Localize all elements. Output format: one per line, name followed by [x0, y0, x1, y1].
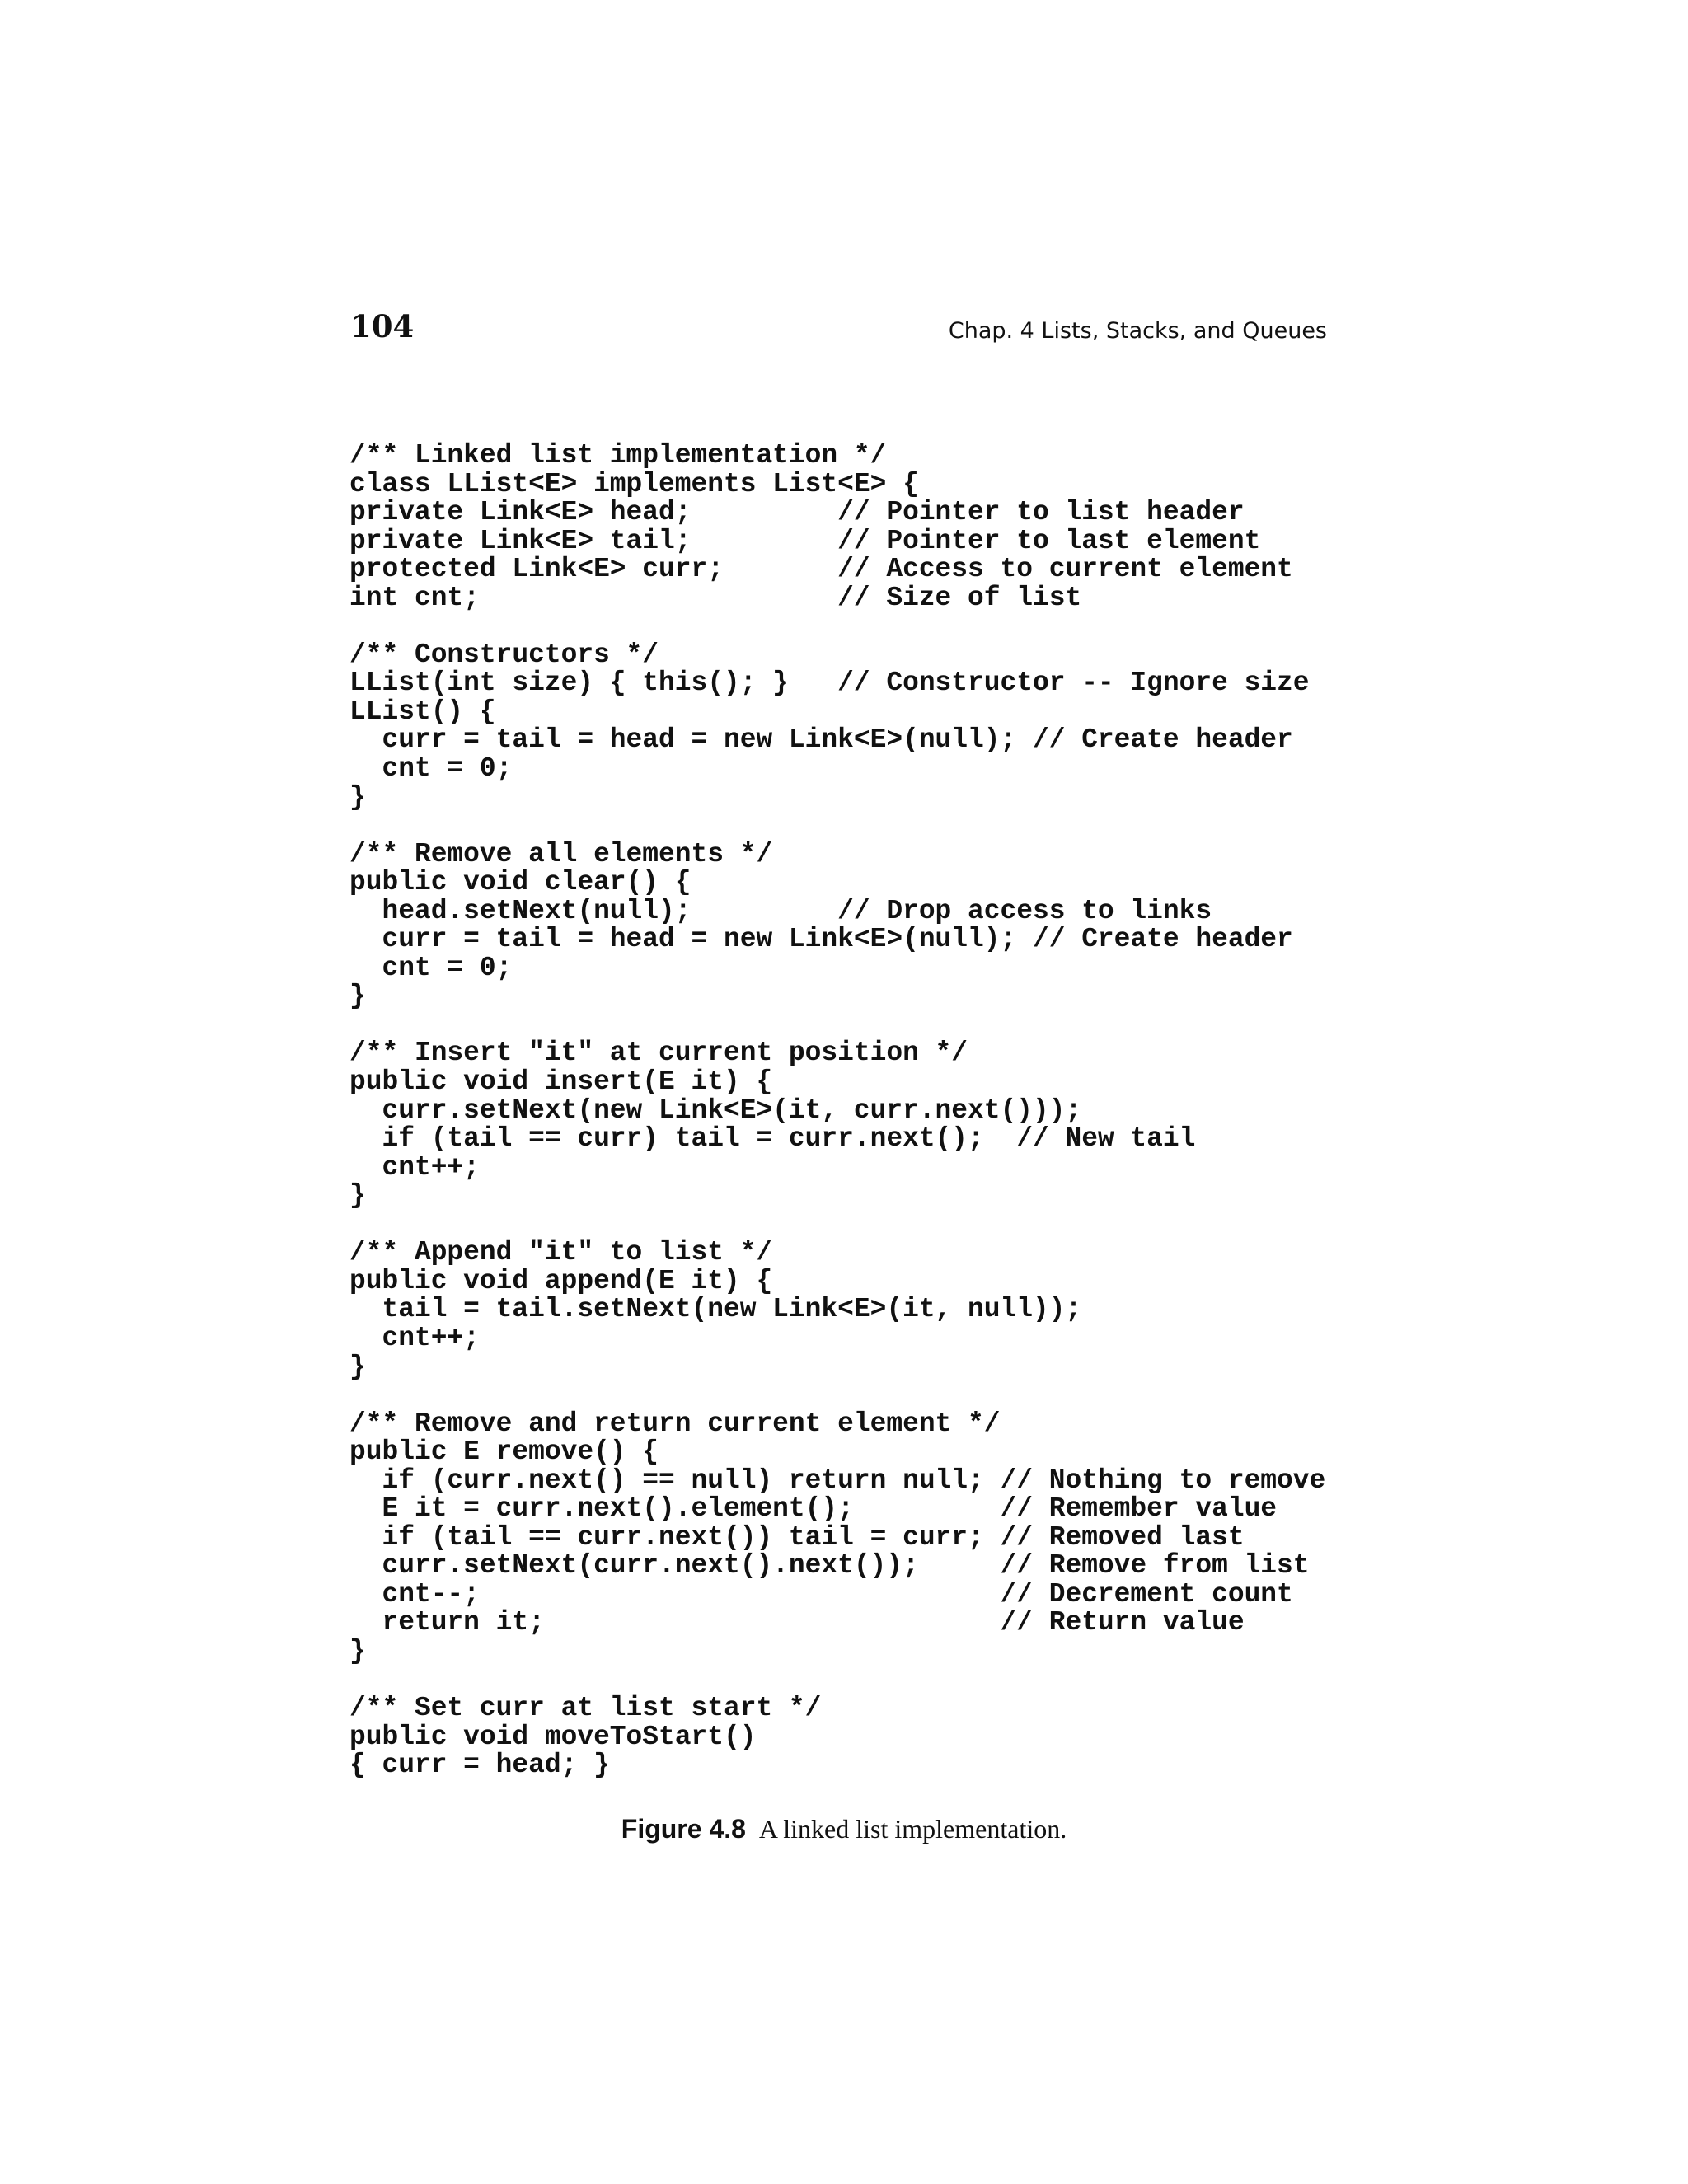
code-line: /** Linked list implementation */ — [349, 440, 887, 471]
code-line: cnt = 0; — [349, 952, 513, 983]
code-line: } — [349, 1635, 366, 1666]
code-line: protected Link<E> curr; // Access to current element — [349, 554, 1293, 585]
code-line: /** Append "it" to list */ — [349, 1237, 773, 1268]
code-line — [349, 1666, 1325, 1695]
code-line: LList() { — [349, 696, 496, 727]
code-line: /** Remove and return current element */ — [349, 1408, 1001, 1439]
code-line — [349, 812, 1325, 841]
code-line: return it; // Return value — [349, 1607, 1245, 1638]
code-line: private Link<E> head; // Pointer to list header — [349, 497, 1245, 528]
code-line: } — [349, 981, 366, 1012]
code-line: class LList<E> implements List<E> { — [349, 468, 919, 499]
code-line: } — [349, 781, 366, 813]
code-line: /** Insert "it" at current position */ — [349, 1038, 968, 1069]
code-line: if (tail == curr.next()) tail = curr; // Removed last — [349, 1521, 1245, 1553]
code-line — [349, 1211, 1325, 1240]
code-line: head.setNext(null); // Drop access to links — [349, 895, 1212, 926]
code-line: curr = tail = head = new Link<E>(null); // Create header — [349, 924, 1293, 955]
code-line: /** Remove all elements */ — [349, 838, 773, 869]
code-line: int cnt; // Size of list — [349, 582, 1082, 613]
code-line — [349, 1381, 1325, 1410]
code-line: /** Set curr at list start */ — [349, 1693, 822, 1724]
code-line: public E remove() { — [349, 1436, 659, 1468]
code-line: curr.setNext(new Link<E>(it, curr.next())); — [349, 1094, 1082, 1126]
figure-label: Figure 4.8 — [621, 1814, 746, 1844]
code-line: cnt = 0; — [349, 753, 513, 785]
code-line: public void insert(E it) { — [349, 1066, 773, 1098]
code-line: LList(int size) { this(); } // Constructor -- Ignore size — [349, 668, 1310, 699]
code-line: cnt++; — [349, 1322, 480, 1353]
code-line — [349, 612, 1325, 641]
code-line — [349, 1011, 1325, 1040]
figure-caption — [0, 1816, 1688, 1842]
code-line: curr = tail = head = new Link<E>(null); // Create header — [349, 724, 1293, 756]
code-line: } — [349, 1351, 366, 1382]
code-line: /** Constructors */ — [349, 639, 659, 670]
code-line: } — [349, 1180, 366, 1212]
code-line: if (tail == curr) tail = curr.next(); // New tail — [349, 1123, 1196, 1155]
code-line: E it = curr.next().element(); // Remember value — [349, 1493, 1278, 1525]
code-line: tail = tail.setNext(new Link<E>(it, null)); — [349, 1294, 1082, 1325]
code-listing — [349, 442, 1325, 1780]
code-line: public void moveToStart() — [349, 1721, 757, 1752]
code-line: curr.setNext(curr.next().next()); // Remove from list — [349, 1550, 1310, 1582]
figure-caption-text: A linked list implementation. — [758, 1814, 1067, 1844]
code-line: public void append(E it) { — [349, 1265, 773, 1296]
code-line: if (curr.next() == null) return null; // Nothing to remove — [349, 1465, 1326, 1496]
code-line: public void clear() { — [349, 867, 692, 898]
code-line: private Link<E> tail; // Pointer to last element — [349, 525, 1261, 556]
code-line: { curr = head; } — [349, 1750, 610, 1781]
code-line: cnt--; // Decrement count — [349, 1578, 1293, 1610]
running-head: Chap. 4 Lists, Stacks, and Queues — [948, 318, 1327, 344]
page-number: 104 — [350, 308, 415, 344]
code-line: cnt++; — [349, 1151, 480, 1183]
